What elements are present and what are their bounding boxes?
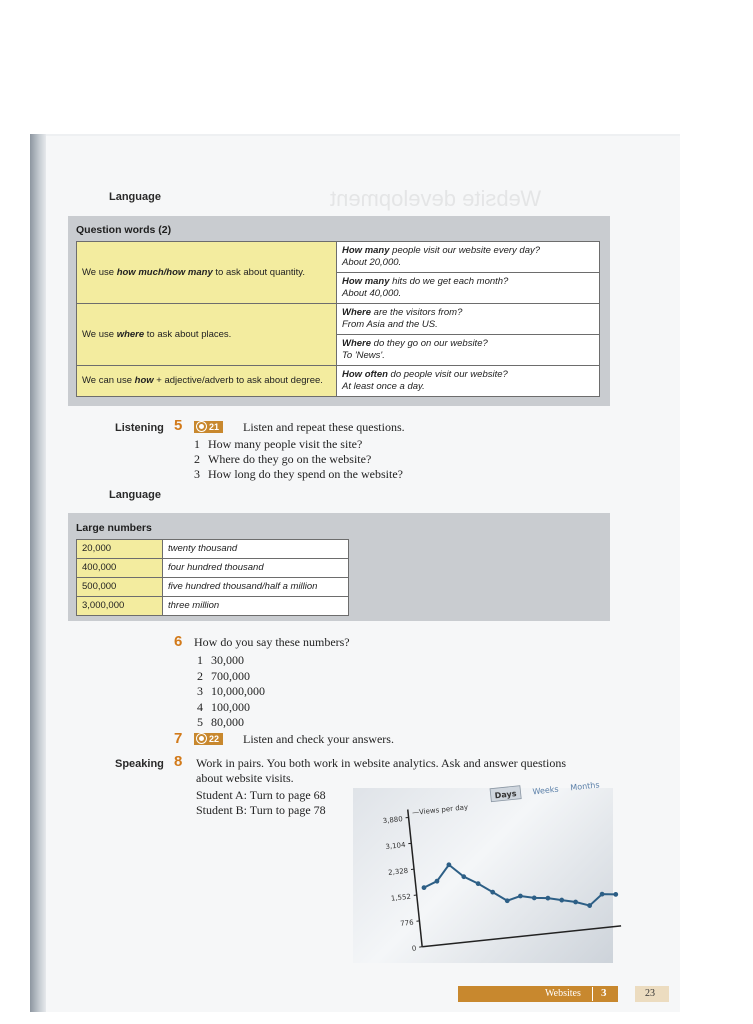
question-words-table xyxy=(76,241,600,397)
number-cell: 3,000,000 xyxy=(77,597,163,616)
footer-unit-title: Websites xyxy=(545,988,581,999)
exercise-number-6: 6 xyxy=(174,633,183,650)
number-cell: 20,000 xyxy=(77,540,163,559)
section-heading-language: Language xyxy=(109,191,161,203)
series-line xyxy=(422,848,617,923)
footer-bar xyxy=(458,986,618,1002)
exercise-5-instruction: Listen and repeat these questions. xyxy=(243,420,405,434)
example-cell: How many people visit our website every day? About 20,000. xyxy=(337,242,600,273)
exercise-6-list xyxy=(197,653,265,731)
page-number: 23 xyxy=(645,988,655,999)
data-point xyxy=(518,893,523,898)
student-a-instruction: Student A: Turn to page 68 xyxy=(196,788,326,802)
exercise-8-instruction: Work in pairs. You both work in website analytics. Ask and answer questions about website visits. xyxy=(196,756,566,785)
y-tick-label: 2,328 xyxy=(387,866,409,877)
y-tick-label: 776 xyxy=(399,918,415,928)
large-numbers-table xyxy=(76,539,349,616)
exercise-6-instruction: How do you say these numbers? xyxy=(194,635,350,649)
y-tick-label: 3,880 xyxy=(382,815,404,826)
y-tick-label: 1,552 xyxy=(390,892,412,903)
example-cell: How many hits do we get each month? About 40,000. xyxy=(337,273,600,304)
exercise-number-7: 7 xyxy=(174,730,183,747)
exercise-7-instruction: Listen and check your answers. xyxy=(243,732,394,746)
audio-track-21[interactable]: 21 xyxy=(194,421,223,433)
x-axis xyxy=(422,926,621,947)
exercise-5-list xyxy=(194,437,403,482)
list-item: 4 100,000 xyxy=(197,699,250,714)
question-words-title: Question words (2) xyxy=(76,224,172,236)
list-item: 3 10,000,000 xyxy=(197,684,265,698)
data-point xyxy=(559,897,564,902)
number-cell: 500,000 xyxy=(77,578,163,597)
words-cell: three million xyxy=(163,597,349,616)
data-point xyxy=(532,895,537,900)
data-point xyxy=(545,896,550,901)
list-item: 2 Where do they go on the website? xyxy=(194,452,372,466)
rule-cell-places: We use where to ask about places. xyxy=(77,304,337,366)
section-label-speaking: Speaking xyxy=(115,758,164,770)
example-cell: Where do they go on our website? To 'News'. xyxy=(337,335,600,366)
rule-cell-degree: We can use how + adjective/adverb to ask about degree. xyxy=(77,366,337,397)
number-cell: 400,000 xyxy=(77,559,163,578)
chart-tab: Days xyxy=(494,789,517,801)
page-spine xyxy=(30,134,46,1012)
section-label-listening: Listening xyxy=(115,422,164,434)
chart-tab: Weeks xyxy=(532,784,560,797)
list-item: 1 How many people visit the site? xyxy=(194,437,363,451)
list-item: 1 30,000 xyxy=(197,653,244,667)
cd-icon xyxy=(197,422,206,431)
exercise-number-8: 8 xyxy=(174,753,183,770)
line-chart xyxy=(353,780,613,963)
list-item: 2 700,000 xyxy=(197,668,250,683)
words-cell: four hundred thousand xyxy=(163,559,349,578)
show-through-text: Website development xyxy=(330,186,542,211)
large-numbers-title: Large numbers xyxy=(76,522,152,534)
chart-title: —Views per day xyxy=(411,803,469,818)
footer-unit-number: 3 xyxy=(601,987,607,999)
student-b-instruction: Student B: Turn to page 78 xyxy=(196,803,326,817)
list-item: 3 How long do they spend on the website? xyxy=(194,467,403,481)
rule-cell-quantity: We use how much/how many to ask about quantity. xyxy=(77,242,337,304)
example-cell: Where are the visitors from? From Asia and the US. xyxy=(337,304,600,335)
y-tick-label: 3,104 xyxy=(385,840,406,852)
exercise-number-5: 5 xyxy=(174,417,183,434)
student-instructions xyxy=(196,788,326,818)
footer-divider xyxy=(592,987,593,1001)
words-cell: twenty thousand xyxy=(163,540,349,559)
analytics-chart-photo xyxy=(353,780,613,963)
chart-tab: Months xyxy=(569,780,600,793)
list-item: 5 80,000 xyxy=(197,715,244,729)
section-heading-language: Language xyxy=(109,489,161,501)
cd-icon xyxy=(197,734,206,743)
y-tick-label: 0 xyxy=(411,944,417,953)
audio-track-22[interactable]: 22 xyxy=(194,733,223,745)
data-point xyxy=(573,899,578,904)
words-cell: five hundred thousand/half a million xyxy=(163,578,349,597)
example-cell: How often do people visit our website? At least once a day. xyxy=(337,366,600,397)
